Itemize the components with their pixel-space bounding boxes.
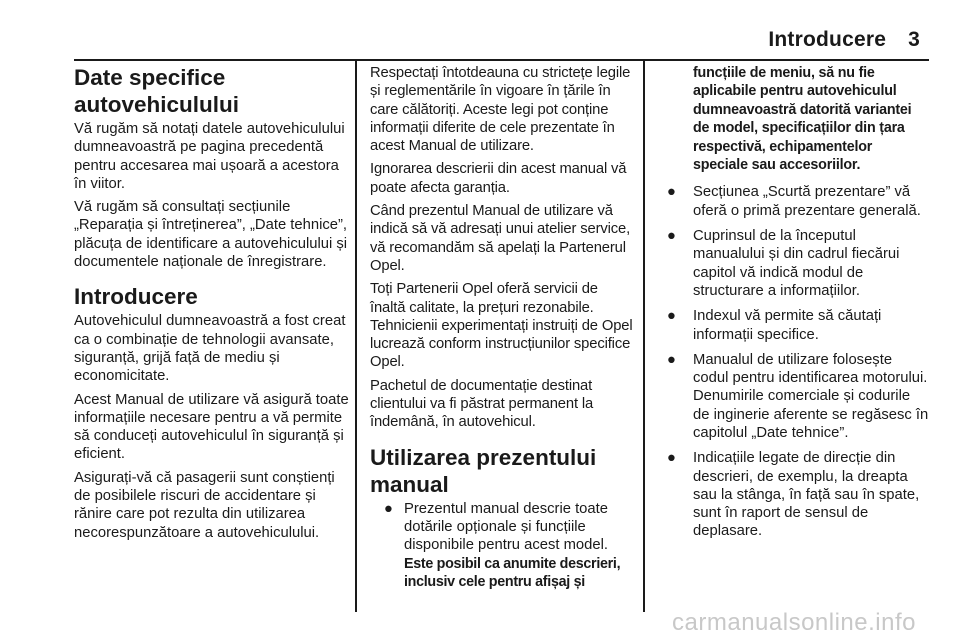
watermark: carmanualsonline.info [672,609,916,636]
bullet-list [370,500,633,591]
page-number: 3 [908,28,920,51]
column-1 [74,64,349,612]
list-item [655,227,929,300]
section-heading: Date specifice autovehiculului [74,65,240,117]
list-item-text: Indicațiile legate de direcție din descrieri, de exemplu, la dreapta sau la stânga, în față sau în spate, sunt în raport de sensul de deplasare. [693,450,920,540]
list-item-text: Indexul vă permite să căutați informații specifice. [693,308,882,343]
paragraph: Toți Partenerii Opel oferă servicii de înaltă calitate, la prețuri rezonabile. Tehnicienii experimentați instruiți de Opel lucrează conform instrucțiunilor specifice Opel. [370,281,633,371]
header-title: Introducere [768,28,887,51]
bullet-icon: ● [667,184,676,201]
paragraph: Pachetul de documentație destinat clientului va fi păstrat permanent la îndemână, în autovehicul. [370,377,594,431]
paragraph: Vă rugăm să notați datele autovehiculului dumneavoastră pe pagina precedentă pentru accesarea mai ușoară a acestora în viitor. [74,121,345,192]
bullet-list [655,183,929,540]
bold-continuation: funcțiile de meniu, să nu fie aplicabile pentru autovehiculul dumneavoastră datorită variantei de model, specificațiilor din țara respectivă, echipamentelor speciale sau accesoriilor. [693,65,912,174]
list-item-text: Manualul de utilizare folosește codul pentru identificarea motorului. Denumirile comerciale și codurile de inginerie aferente se regăsesc în capitolul „Date tehnice”. [693,351,929,441]
column-3 [655,64,929,612]
column-2 [370,64,633,612]
column-divider [643,60,645,612]
bullet-icon: ● [667,450,676,467]
list-item [370,500,633,591]
list-item-bold-text: Este posibil ca anumite descrieri, inclusiv cele pentru afișaj și [404,555,621,590]
paragraph: Vă rugăm să consultați secțiunile „Reparația și întreținerea”, „Date tehnice”, plăcuța de identificare a autovehiculului și documentele naționale de înregistrare. [74,199,348,271]
section-heading: Introducere [74,284,198,310]
paragraph: Asigurați-vă că pasagerii sunt conștienți de posibilele riscuri de accidentare și rănire care pot rezulta din utilizarea necorespunzătoare a autovehiculului. [74,469,335,541]
paragraph: Acest Manual de utilizare vă asigură toate informațiile necesare pentru a vă permite să conduceți autovehiculul în siguranță și eficient. [74,391,349,463]
bullet-icon: ● [384,500,393,517]
paragraph: Respectați întotdeauna cu strictețe legile și reglementările în vigoare în țările în care călătoriți. Aceste legi pot conține informații diferite de cele prezentate în acest Manual de utilizare. [370,65,631,155]
list-item [655,307,929,344]
list-item [655,449,929,540]
section-heading: Utilizarea prezentului manual [370,444,597,497]
list-item-text: Prezentul manual descrie toate dotările opționale și funcțiile disponibile pentru acest model. [404,500,608,554]
paragraph: Autovehiculul dumneavoastră a fost creat ca o combinație de tehnologii avansate, siguranță, grijă față de mediu și economicitate. [74,313,346,385]
bullet-icon: ● [667,308,676,325]
paragraph: Când prezentul Manual de utilizare vă indică să vă adresați unui atelier service, vă recomandăm să apelați la Partenerul Opel. [370,203,631,274]
header-rule [74,59,929,61]
list-item-text: Secțiunea „Scurtă prezentare” vă oferă o primă prezentare generală. [693,184,921,219]
list-item-text: Cuprinsul de la începutul manualului și din cadrul fiecărui capitol vă indică modul de structurare a informațiilor. [693,228,900,299]
column-divider [355,60,357,612]
list-item [655,183,929,220]
page-header [768,28,920,52]
paragraph: Ignorarea descrierii din acest manual vă poate afecta garanția. [370,161,627,196]
list-item [655,351,929,442]
bullet-icon: ● [667,228,676,245]
bullet-icon: ● [667,351,676,368]
